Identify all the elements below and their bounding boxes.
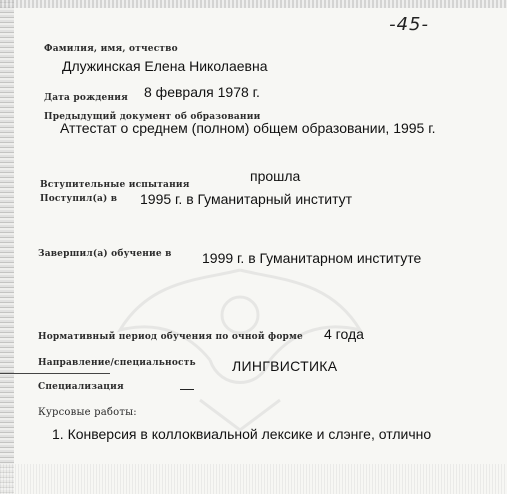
- page-number-mark: -45-: [389, 14, 429, 35]
- exams-label: Вступительные испытания: [40, 180, 190, 190]
- scan-edge-left: [0, 0, 14, 494]
- coursework-item: 1. Конверсия в коллоквиальной лексике и слэнге, отлично: [52, 426, 432, 442]
- period-label: Нормативный период обучения по очной форме: [38, 332, 303, 342]
- prev-doc-label: Предыдущий документ об образовании: [44, 112, 261, 122]
- coursework-label: Курсовые работы:: [38, 407, 137, 418]
- enrolled-value: 1995 г. в Гуманитарный институт: [140, 191, 353, 207]
- specialization-value: —: [180, 380, 194, 396]
- name-label: Фамилия, имя, отчество: [44, 44, 178, 54]
- dob-label: Дата рождения: [44, 93, 128, 103]
- period-value: 4 года: [324, 326, 364, 342]
- dob-value: 8 февраля 1978 г.: [144, 84, 260, 100]
- enrolled-label: Поступил(а) в: [40, 194, 118, 204]
- scan-edge-bottom: [0, 464, 507, 494]
- direction-value: ЛИНГВИСТИКА: [232, 358, 338, 374]
- scan-edge-top: [0, 0, 507, 8]
- exams-value: прошла: [250, 168, 301, 184]
- name-value: Длужинская Елена Николаевна: [62, 58, 268, 74]
- direction-underline: [0, 373, 110, 374]
- completed-value: 1999 г. в Гуманитарном институте: [202, 250, 422, 266]
- direction-label: Направление/специальность: [38, 358, 196, 368]
- specialization-label: Специализация: [38, 382, 124, 392]
- completed-label: Завершил(а) обучение в: [38, 249, 172, 259]
- prev-doc-value: Аттестат о среднем (полном) общем образовании, 1995 г.: [60, 120, 436, 136]
